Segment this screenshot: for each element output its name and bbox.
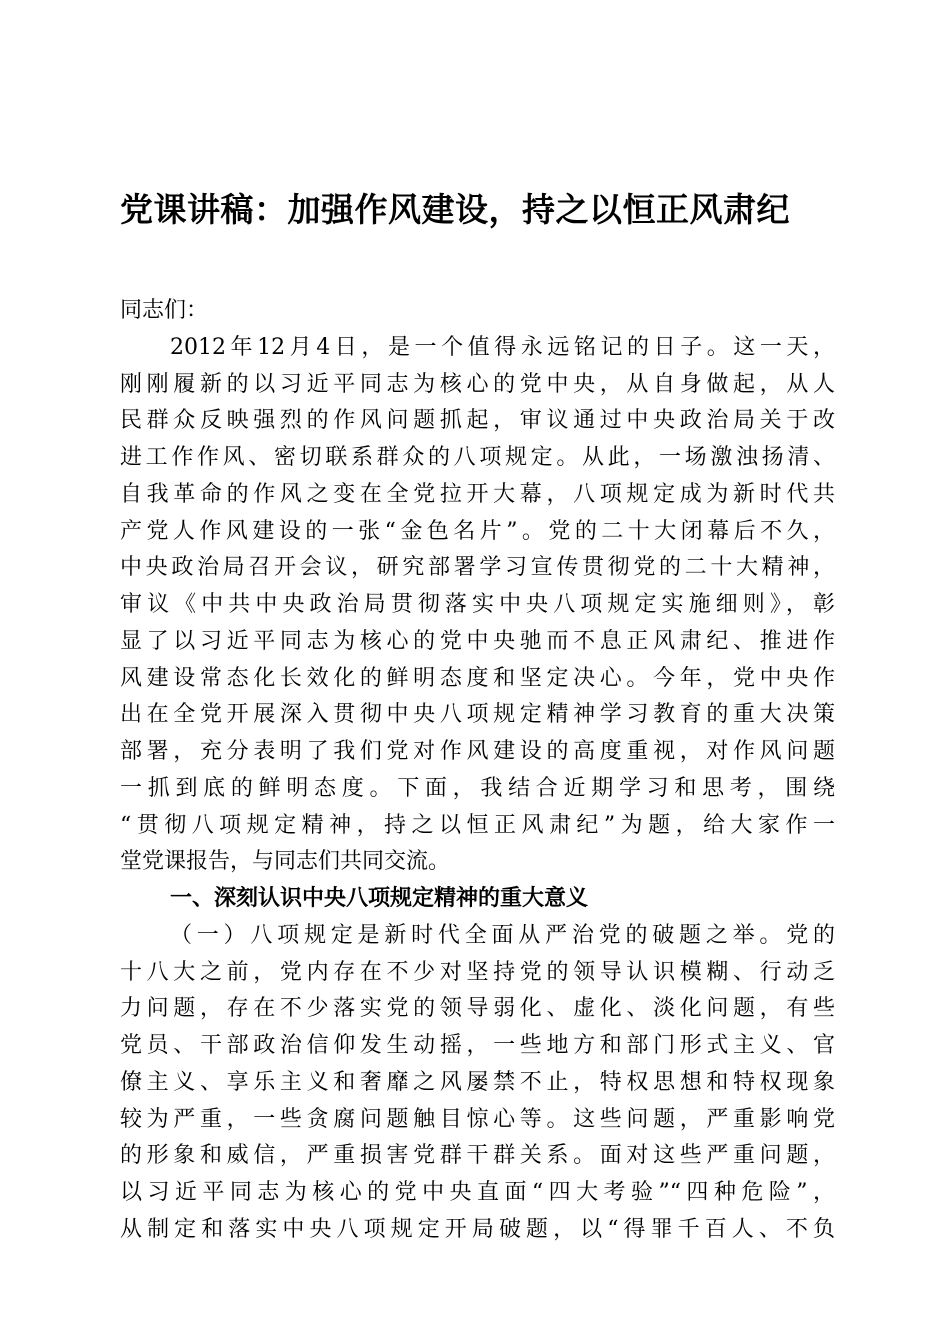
paragraph-line: 风建设常态化长效化的鲜明态度和坚定决心。今年，党中央作 [120, 665, 835, 691]
paragraph-line: 较为严重，一些贪腐问题触目惊心等。这些问题，严重影响党 [120, 1106, 835, 1132]
paragraph-line: 显了以习近平同志为核心的党中央驰而不息正风肃纪、推进作 [120, 628, 835, 654]
paragraph-line: 一抓到底的鲜明态度。下面，我结合近期学习和思考，围绕 [120, 775, 835, 801]
paragraph-line: 刚刚履新的以习近平同志为核心的党中央，从自身做起，从人 [120, 371, 835, 397]
paragraph-line: 出在全党开展深入贯彻中央八项规定精神学习教育的重大决策 [120, 702, 835, 728]
paragraph-line: 力问题，存在不少落实党的领导弱化、虚化、淡化问题，有些 [120, 996, 835, 1022]
paragraph-line: 堂党课报告，与同志们共同交流。 [120, 849, 451, 875]
section-heading: 一、深刻认识中央八项规定精神的重大意义 [170, 886, 589, 911]
paragraph-line: 产党人作风建设的一张“金色名片”。党的二十大闭幕后不久， [120, 518, 835, 544]
paragraph-line: 2012年12月4日，是一个值得永远铭记的日子。这一天， [170, 334, 835, 360]
paragraph-line: “贯彻八项规定精神，持之以恒正风肃纪”为题，给大家作一 [120, 812, 835, 838]
paragraph-line: 从制定和落实中央八项规定开局破题，以“得罪千百人、不负 [120, 1216, 835, 1242]
paragraph-line: 部署，充分表明了我们党对作风建设的高度重视，对作风问题 [120, 739, 835, 764]
paragraph-line: 党员、干部政治信仰发生动摇，一些地方和部门形式主义、官 [120, 1033, 835, 1058]
paragraph-line: （一）八项规定是新时代全面从严治党的破题之举。党的 [170, 922, 835, 948]
paragraph-line: 审议《中共中央政治局贯彻落实中央八项规定实施细则》，彰 [120, 592, 835, 617]
paragraph-line: 僚主义、享乐主义和奢靡之风屡禁不止，特权思想和特权现象 [120, 1069, 835, 1095]
paragraph-line: 的形象和威信，严重损害党群干群关系。面对这些严重问题， [120, 1143, 835, 1169]
document-body [120, 293, 835, 1249]
document-title: 党课讲稿：加强作风建设，持之以恒正风肃纪 [120, 190, 790, 229]
paragraph-line: 中央政治局召开会议，研究部署学习宣传贯彻党的二十大精神， [120, 555, 835, 581]
paragraph-line: 自我革命的作风之变在全党拉开大幕，八项规定成为新时代共 [120, 481, 835, 507]
paragraph-line: 进工作作风、密切联系群众的八项规定。从此，一场激浊扬清、 [120, 445, 835, 470]
paragraph-line: 十八大之前，党内存在不少对坚持党的领导认识模糊、行动乏 [120, 959, 835, 985]
paragraph-line: 以习近平同志为核心的党中央直面“四大考验”“四种危险”， [120, 1180, 835, 1205]
salutation: 同志们： [120, 298, 209, 323]
paragraph-line: 民群众反映强烈的作风问题抓起，审议通过中央政治局关于改 [120, 408, 835, 434]
